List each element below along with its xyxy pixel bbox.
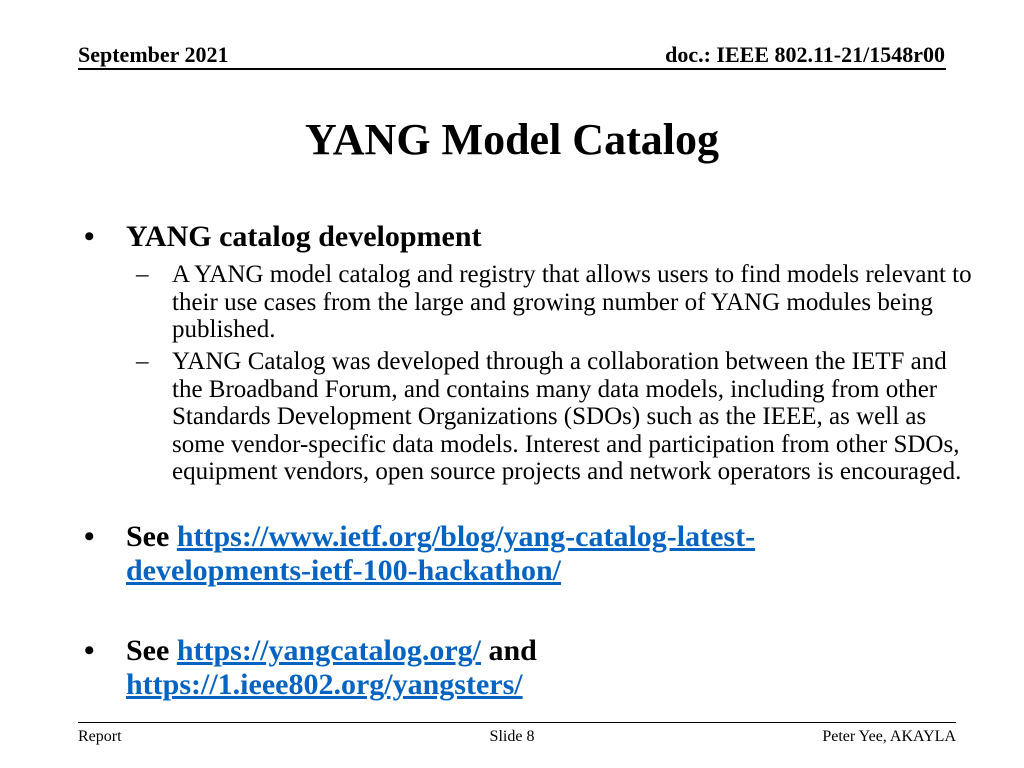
footer-rule bbox=[78, 722, 956, 723]
header-doc-id: doc.: IEEE 802.11-21/1548r00 bbox=[665, 42, 945, 67]
ietf-blog-link[interactable]: https://www.ietf.org/blog/yang-catalog-latest-developments-ietf-100-hackathon/ bbox=[126, 520, 756, 587]
and-label: and bbox=[481, 634, 537, 667]
header-date: September 2021 bbox=[78, 42, 229, 67]
yangsters-link[interactable]: https://1.ieee802.org/yangsters/ bbox=[126, 668, 523, 701]
see-label: See bbox=[126, 520, 177, 553]
bullet-see-yangcatalog bbox=[126, 634, 976, 702]
yangcatalog-link[interactable]: https://yangcatalog.org/ bbox=[176, 634, 481, 667]
sub-bullet-collaboration: YANG Catalog was developed through a collaboration between the IETF and the Broadband Forum, and contains many data models, including from other Standards Development Organizations (SDOs) such as the IEEE, as well as some vendor-specific data models. Interest and participation from other SDOs, equipment vendors, open source projects and network operators is encouraged. bbox=[172, 348, 962, 485]
bullet-yang-catalog-development: YANG catalog development bbox=[126, 220, 482, 253]
bullet-icon: • bbox=[84, 634, 95, 667]
bullet-icon: • bbox=[84, 520, 95, 553]
bullet-icon: • bbox=[84, 220, 95, 253]
see-label: See bbox=[126, 634, 177, 667]
dash-icon: – bbox=[136, 261, 149, 288]
header-rule bbox=[78, 68, 946, 70]
footer-author: Peter Yee, AKAYLA bbox=[822, 728, 956, 745]
footer-report: Report bbox=[78, 728, 122, 745]
dash-icon: – bbox=[136, 348, 149, 375]
sub-bullet-catalog-registry: A YANG model catalog and registry that allows users to find models relevant to their use cases from the large and growing number of YANG modules being published. bbox=[172, 261, 972, 343]
slide-title: YANG Model Catalog bbox=[305, 115, 719, 164]
footer-slide-number: Slide 8 bbox=[489, 728, 535, 745]
bullet-see-ietf-blog bbox=[126, 520, 866, 588]
